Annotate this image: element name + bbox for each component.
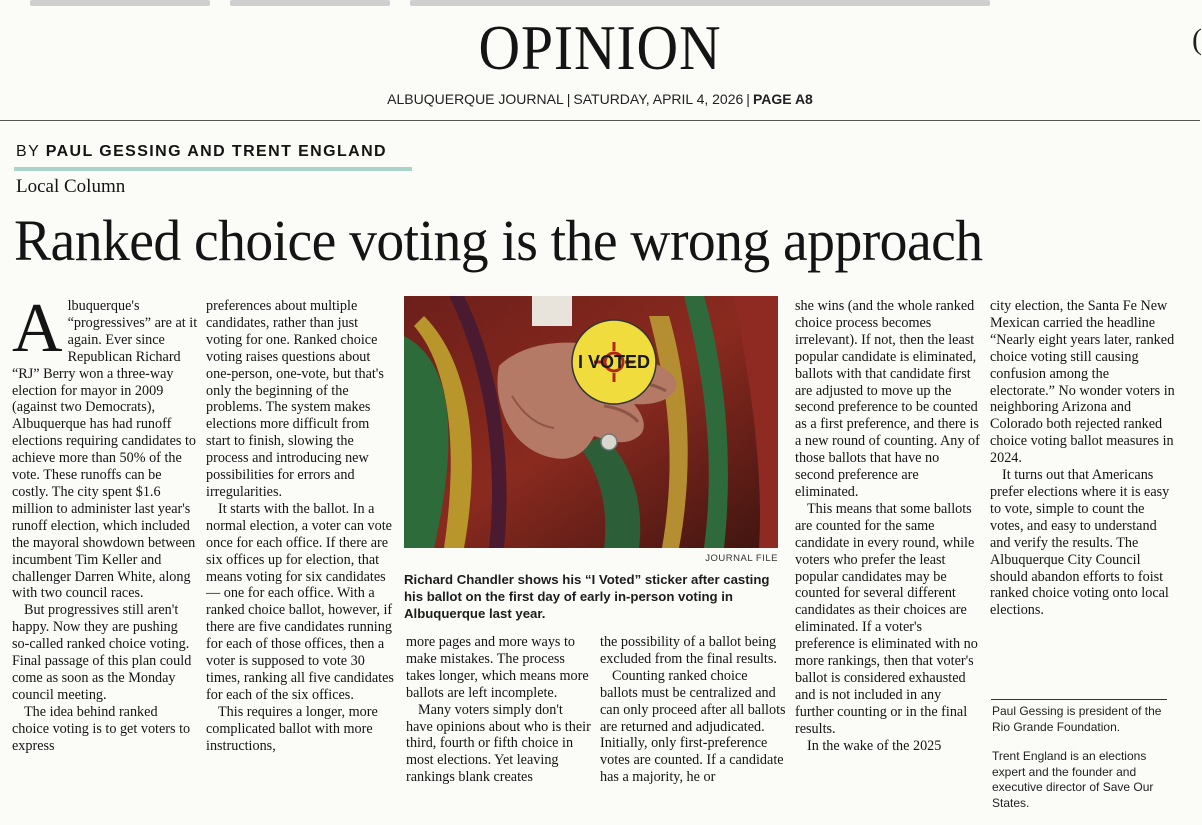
paragraph: Counting ranked choice ballots must be centralized and can only proceed after all ballots are returned and adjudicated. Initially, only first-preference votes are counted. If a candidate has a majority, he or <box>600 667 786 786</box>
paragraph: The idea behind ranked choice voting is to get voters to express <box>12 703 191 754</box>
photo-caption: Richard Chandler shows his “I Voted” sticker after casting his ballot on the first day of early in-person voting in Albuquerque last year. <box>404 572 770 621</box>
folio-line: ALBUQUERQUE JOURNAL | SATURDAY, APRIL 4, 2026 | PAGE A8 <box>387 91 813 107</box>
paragraph: she wins (and the whole ranked choice process becomes irrelevant). If not, then the least popular candidate is eliminated, ballots with that candidate first are adjusted to move up the second preference to be counted as a first preference, and there is a new round of counting. Any of those ballots that have no second preference are eliminated. <box>795 298 980 500</box>
byline-authors: PAUL GESSING AND TRENT ENGLAND <box>45 143 387 160</box>
section-title: OPINION <box>478 12 722 83</box>
article-photo <box>404 296 778 548</box>
photo-credit: JOURNAL FILE <box>705 553 778 564</box>
paragraph: This requires a longer, more complicated ballot with more instructions, <box>206 703 378 754</box>
header-rule <box>0 120 1200 121</box>
article-column-2 <box>206 298 394 754</box>
paragraph: Many voters simply don't have opinions about who is their third, fourth or fifth choice in most elections. Yet leaving rankings blank creates <box>406 701 591 786</box>
page-number: PAGE A8 <box>752 91 813 107</box>
publication-name: ALBUQUERQUE JOURNAL <box>387 91 564 107</box>
byline <box>16 142 387 162</box>
top-bar-segment <box>410 0 990 6</box>
author-bio: Paul Gessing is president of the Rio Grande Foundation. <box>992 704 1162 734</box>
cropped-edge-text: ( <box>1192 23 1202 56</box>
paragraph: city election, the Santa Fe New Mexican carried the headline “Nearly eight years later, ranked choice voting still causing confusion among the electorate.” No wonder voters in neighboring Arizona and Colorado both rejected ranked choice voting ballot measures in 2024. <box>990 298 1175 467</box>
top-bar-segment <box>30 0 210 6</box>
paragraph: But progressives still aren't happy. Now they are pushing so-called ranked choice voting. Final passage of this plan could come as soon as the Monday council meeting. <box>12 602 192 703</box>
article-column-4 <box>600 634 786 786</box>
paragraph: more pages and more ways to make mistakes. The process takes longer, which means more ballots are left incomplete. <box>406 634 589 701</box>
article-column-5 <box>795 298 981 754</box>
article-column-1 <box>12 290 198 754</box>
top-bar-segment <box>230 0 390 6</box>
paragraph: In the wake of the 2025 <box>807 737 942 754</box>
byline-underline <box>14 167 412 171</box>
paragraph: It starts with the ballot. In a normal election, a voter can vote once for each office. If there are six offices up for election, that means voting for six candidates — one for each office. With a ranked choice ballot, however, if there are five candidates running for each of those offices, then a voter is supposed to vote 30 times, ranking all five candidates for each of the six offices. <box>206 500 394 703</box>
publication-date: SATURDAY, APRIL 4, 2026 <box>573 91 744 107</box>
author-bio: Trent England is an elections expert and the founder and executive director of Save Our States. <box>992 749 1154 810</box>
article-column-6 <box>990 298 1176 619</box>
article-column-3 <box>406 634 592 786</box>
paragraph: This means that some ballots are counted for the same candidate in every round, while voters who prefer the least popular candidates may be counted for several different candidates as their choices are eliminated. If a voter's preference is eliminated with no more rankings, then that voter's ballot is considered exhausted and is not included in any further counting or in the final results. <box>795 500 978 737</box>
top-bar <box>0 0 1200 6</box>
sticker-text: I VOTED <box>577 352 651 372</box>
photo-illustration <box>404 296 778 548</box>
kicker: Local Column <box>16 176 126 197</box>
paragraph: the possibility of a ballot being excluded from the final results. <box>600 634 777 667</box>
paragraph: Albuquerque's “progressives” are at it again. Ever since Republican Richard “RJ” Berry won a three-way election for mayor in 2009 (against two Democrats), Albuquerque has had runoff elections requiring candidates to achieve more than 50% of the vote. These runoffs can be costly. The city spent $1.6 million to administer last year's runoff election, which included the mayoral showdown between incumbent Tim Keller and challenger Darren White, along with two council races. <box>12 290 198 602</box>
byline-prefix: BY <box>16 143 40 160</box>
headline: Ranked choice voting is the wrong approach <box>14 208 983 273</box>
drop-cap: A <box>12 290 63 367</box>
paragraph: It turns out that Americans prefer elections where it is easy to vote, simple to count the votes, and easy to understand and verify the results. The Albuquerque City Council should abandon efforts to foist ranked choice voting onto local elections. <box>990 467 1170 619</box>
paragraph: preferences about multiple candidates, rather than just voting for one. Ranked choice voting raises questions about one-person, one-vote, but that's only the beginning of the problems. The system makes elections more difficult from start to finish, slowing the process and introducing new possibilities for errors and irregularities. <box>206 298 384 500</box>
bio-rule <box>991 699 1167 700</box>
author-bios <box>992 704 1178 825</box>
